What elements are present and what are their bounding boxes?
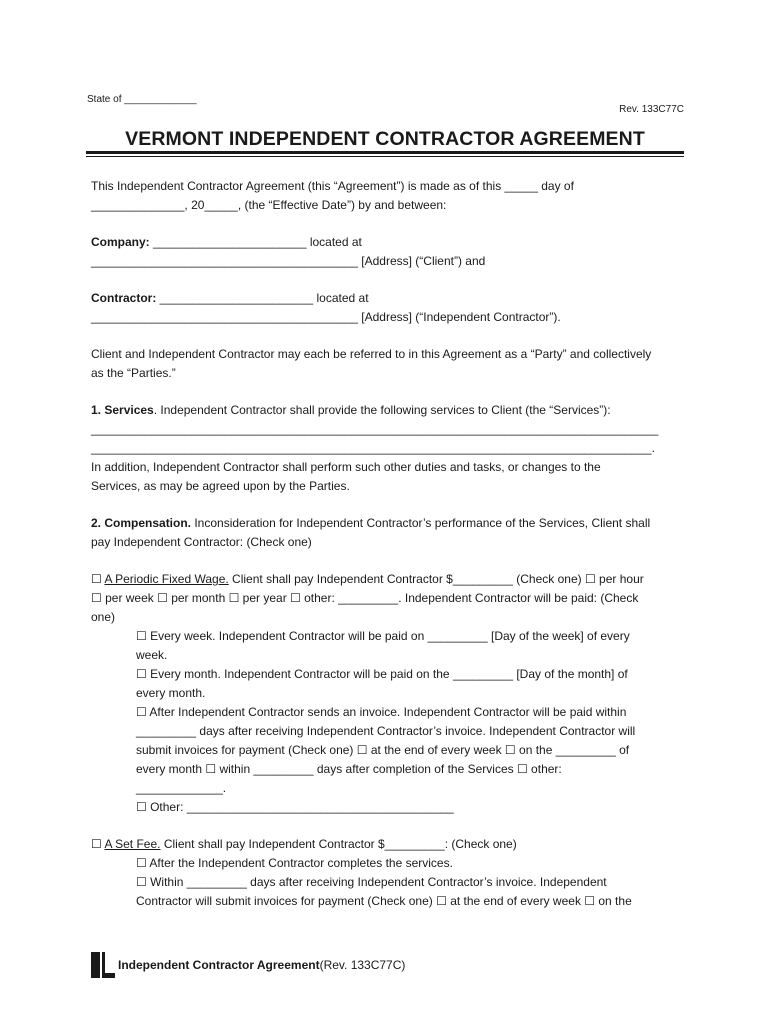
- setfee-option-within[interactable]: ☐ Within _________ days after receiving Independent Contractor’s invoice. Independent: [136, 875, 607, 889]
- setfee-title: A Set Fee.: [104, 837, 161, 851]
- law-logo-icon: [91, 952, 115, 978]
- setfee-option-complete[interactable]: ☐ After the Independent Contractor completes the services.: [136, 856, 453, 870]
- setfee-line-1: [91, 835, 683, 854]
- periodic-option-other[interactable]: ☐ Other: ________________________________________: [136, 800, 454, 814]
- company-line-1: [91, 233, 683, 252]
- setfee-text-1: Client shall pay Independent Contractor $_________: (Check one): [160, 837, 517, 851]
- compensation-line-1: [91, 514, 683, 533]
- periodic-option-invoice-cont-4: _____________.: [136, 781, 227, 795]
- periodic-line-2: ☐ per week ☐ per month ☐ per year ☐ other: _________. Independent Contractor will be paid: (Check: [91, 591, 639, 605]
- compensation-heading: 2. Compensation.: [91, 516, 192, 530]
- setfee-checkbox[interactable]: ☐: [91, 837, 105, 851]
- periodic-option-invoice-cont-2: submit invoices for payment (Check one) ☐ at the end of every week ☐ on the _________ of: [136, 743, 630, 757]
- periodic-option-monthly[interactable]: ☐ Every month. Independent Contractor will be paid on the _________ [Day of the month] of: [136, 667, 628, 681]
- services-additional-2: Services, as may be agreed upon by the Parties.: [91, 479, 350, 493]
- page-title: VERMONT INDEPENDENT CONTRACTOR AGREEMENT: [125, 128, 645, 150]
- setfee-option-within-cont: Contractor will submit invoices for payment (Check one) ☐ at the end of every week ☐ on the: [136, 894, 632, 908]
- periodic-option-weekly-cont: week.: [136, 648, 168, 662]
- company-blank: _______________________ located at: [149, 235, 362, 249]
- compensation-text-1: Inconsideration for Independent Contractor’s performance of the Services, Client shall: [191, 516, 651, 530]
- services-line: [91, 401, 683, 420]
- intro-line-2: ______________, 20_____, (the “Effective Date”) by and between:: [91, 198, 447, 212]
- services-additional-1: In addition, Independent Contractor shall perform such other duties and tasks, or changes to the: [91, 460, 601, 474]
- company-line-2: ________________________________________ [Address] (“Client”) and: [91, 254, 486, 268]
- contractor-line-1: [91, 289, 683, 308]
- periodic-option-invoice[interactable]: ☐ After Independent Contractor sends an invoice. Independent Contractor will be paid within: [136, 705, 627, 719]
- contractor-label: Contractor:: [91, 291, 157, 305]
- state-field: State of _____________: [87, 94, 197, 105]
- compensation-line-2: pay Independent Contractor: (Check one): [91, 535, 312, 549]
- footer-title: Independent Contractor Agreement: [118, 958, 320, 972]
- revision-code: Rev. 133C77C: [619, 104, 684, 115]
- footer-revision: (Rev. 133C77C): [319, 958, 406, 972]
- title-rule-thin: [86, 156, 684, 157]
- periodic-option-weekly[interactable]: ☐ Every week. Independent Contractor will be paid on _________ [Day of the week] of every: [136, 629, 630, 643]
- periodic-title: A Periodic Fixed Wage.: [104, 572, 229, 586]
- periodic-text-1: Client shall pay Independent Contractor $_________ (Check one) ☐ per hour: [228, 572, 644, 586]
- periodic-checkbox[interactable]: ☐: [91, 572, 105, 586]
- services-blank-2: ____________________________________________________________________________________.: [91, 441, 655, 455]
- contractor-blank: _______________________ located at: [156, 291, 369, 305]
- title-rule-thick: [86, 151, 684, 154]
- periodic-option-invoice-cont-1: _________ days after receiving Independent Contractor’s invoice. Independent Contractor will: [136, 724, 636, 738]
- services-text: . Independent Contractor shall provide the following services to Client (the “Services”):: [153, 403, 611, 417]
- periodic-option-invoice-cont-3: every month ☐ within _________ days after completion of the Services ☐ other:: [136, 762, 562, 776]
- parties-line-1: Client and Independent Contractor may each be referred to in this Agreement as a “Party” and collectively: [91, 347, 652, 361]
- periodic-line-1: [91, 570, 683, 589]
- services-blank-1: _____________________________________________________________________________________: [91, 422, 659, 436]
- periodic-line-3: one): [91, 610, 116, 624]
- intro-line-1: This Independent Contractor Agreement (this “Agreement”) is made as of this _____ day of: [91, 179, 574, 193]
- page-footer: [91, 952, 405, 978]
- parties-line-2: as the “Parties.”: [91, 366, 176, 380]
- company-label: Company:: [91, 235, 150, 249]
- contractor-line-2: ________________________________________ [Address] (“Independent Contractor”).: [91, 310, 561, 324]
- agreement-body: [91, 177, 683, 911]
- services-heading: 1. Services: [91, 403, 154, 417]
- periodic-option-monthly-cont: every month.: [136, 686, 206, 700]
